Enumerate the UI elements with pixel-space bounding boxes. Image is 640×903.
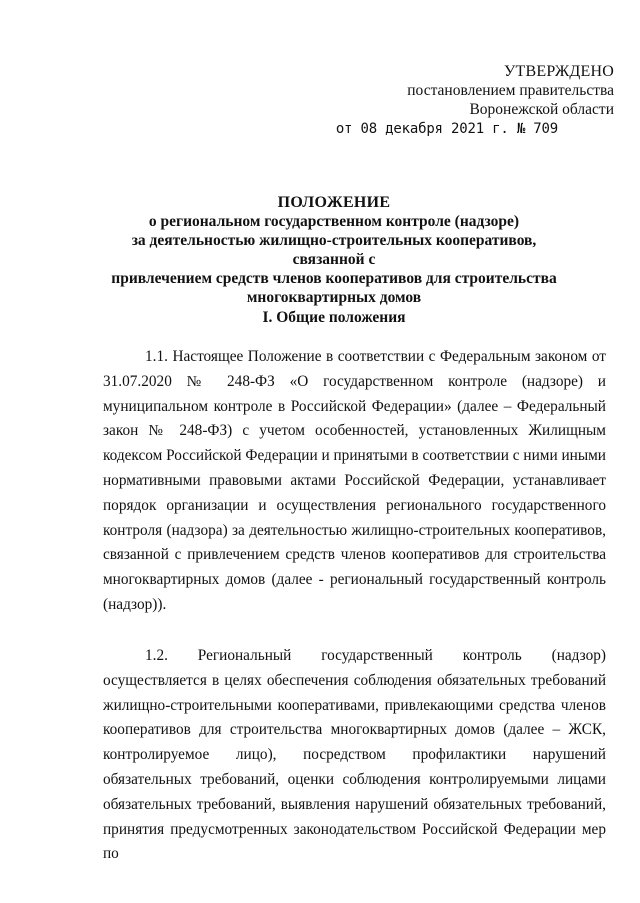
title-main: ПОЛОЖЕНИЕ — [277, 194, 391, 211]
paragraph-1-2: 1.2. Региональный государственный контроль (надзор) осуществляется в целях обеспечения соблюдения обязательных требований жилищно-строительными кооперативами, привлекающими средства членов кооперативов для строительства многоквартирных домов (далее – ЖСК, контролируемое лицо), посредством профилактики нарушений обязательных требований, оценки соблюдения контролируемыми лицами обязательных требований, выявления нарушений обязательных требований, принятия предусмотренных законодательством Российской Федерации мер по — [103, 647, 606, 863]
title-subtitle-line-1: о региональном государственном контроле (надзоре) — [148, 213, 520, 230]
approval-date-number: от 08 декабря 2021 г. № 709 — [335, 121, 558, 137]
title-subtitle-line-4: многоквартирных домов — [246, 289, 422, 306]
approval-block — [335, 62, 614, 137]
title-subtitle-line-3: привлечением средств членов кооперативов для строительства — [111, 270, 557, 287]
approval-line-1: постановлением правительства — [407, 82, 614, 99]
approval-heading: УТВЕРЖДЕНО — [503, 63, 614, 80]
section-heading: I. Общие положения — [262, 309, 406, 326]
approval-line-2: Воронежской области — [469, 101, 614, 118]
document-title — [100, 193, 568, 307]
title-subtitle-line-2: за деятельностью жилищно-строительных кооперативов, связанной с — [131, 232, 537, 268]
paragraph-1-1: 1.1. Настоящее Положение в соответствии с Федеральным законом от 31.07.2020 № 248-ФЗ «О государственном контроле (надзоре) и муниципальном контроле в Российской Федерации» (далее – Федеральный закон № 248-ФЗ) с учетом особенностей, установленных Жилищным кодексом Российской Федерации и принятыми в соответствии с ними иными нормативными правовыми актами Российской Федерации, устанавливает порядок организации и осуществления регионального государственного контроля (надзора) за деятельностью жилищно-строительных кооперативов, связанной с привлечением средств членов кооперативов для строительства многоквартирных домов (далее - региональный государственный контроль (надзор)). — [103, 348, 606, 613]
